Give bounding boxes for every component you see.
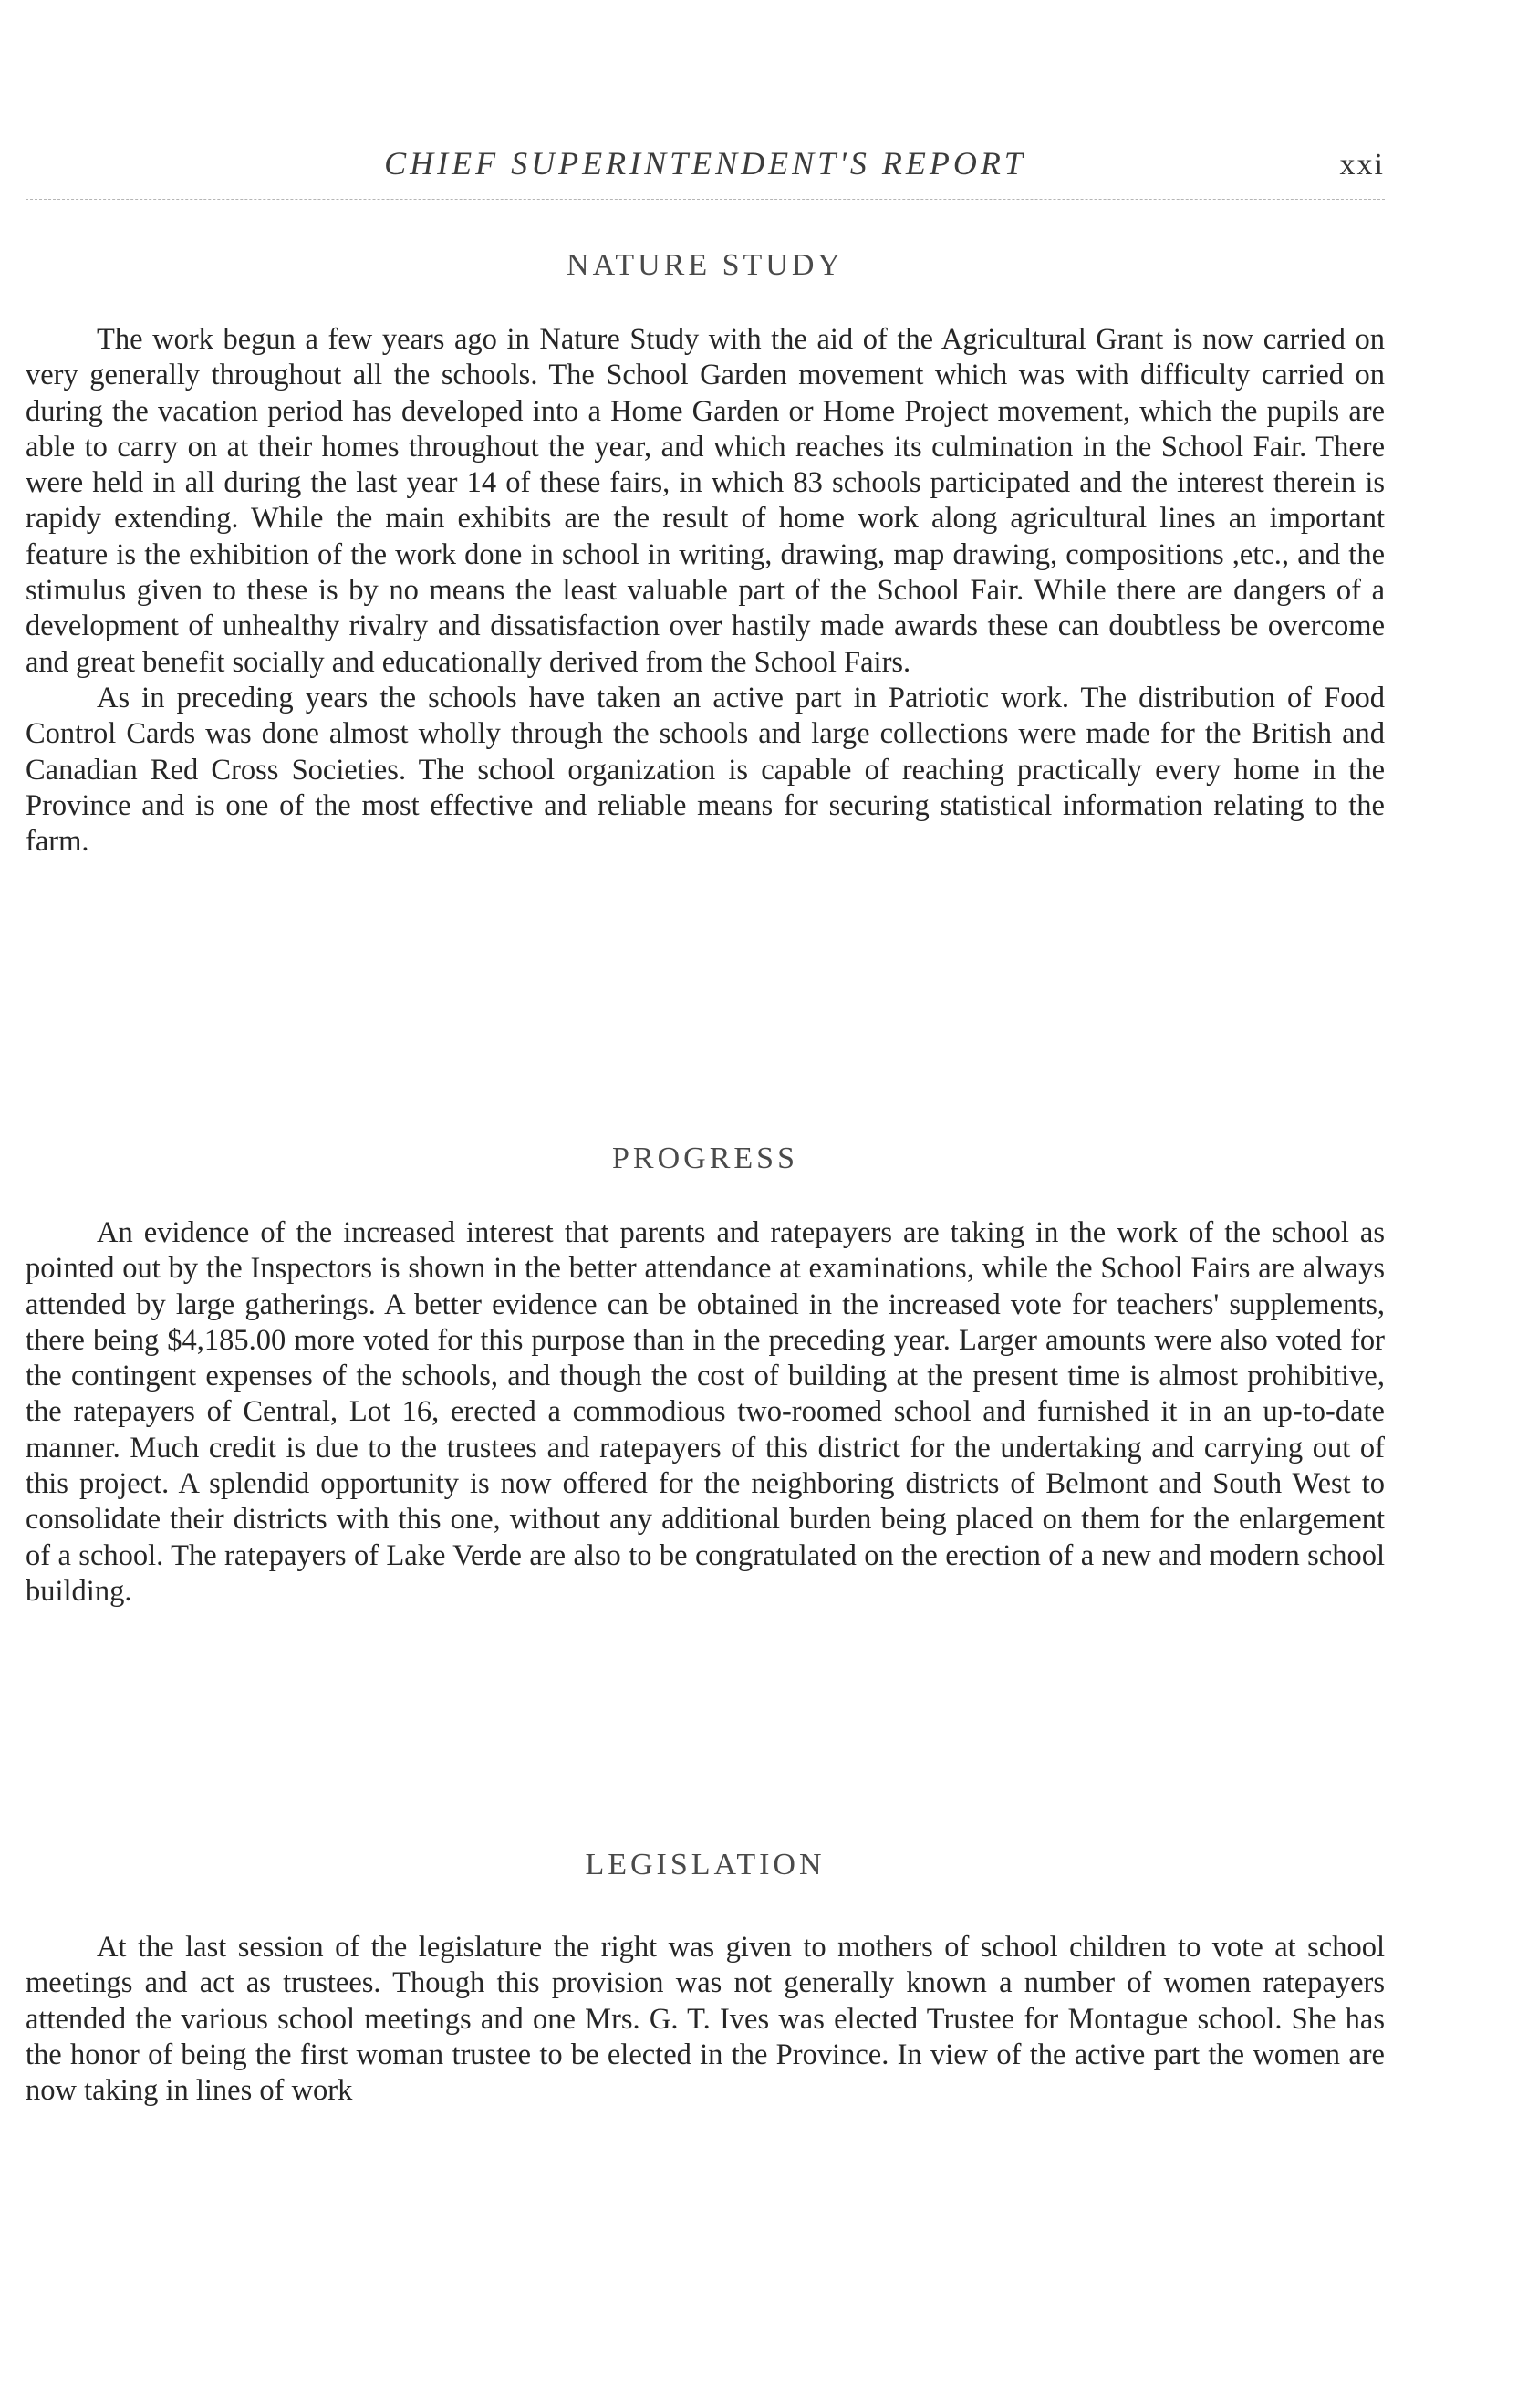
section-body-nature-study [26,322,1385,860]
paragraph: As in preceding years the schools have taken an active part in Patriotic work. The distribution of Food Control Cards was done almost wholly through the schools and large collections were made for the British and Canadian Red Cross Societies. The school organization is capable of reaching practically every home in the Province and is one of the most effective and reliable means for securing statistical information relating to the farm. [26,681,1385,859]
header-rule [26,199,1385,200]
paragraph: An evidence of the increased interest that parents and ratepayers are taking in the work of the school as pointed out by the Inspectors is shown in the better attendance at examinations, while the School Fairs are always attended by large gatherings. A better evidence can be obtained in the increased vote for teachers' supplements, there being $4,185.00 more voted for this purpose than in the preceding year. Larger amounts were also voted for the contingent expenses of the schools, and though the cost of building at the present time is almost prohibitive, the ratepayers of Central, Lot 16, erected a commodious two-roomed school and furnished it in an up-to-date manner. Much credit is due to the trustees and ratepayers of this district for the undertaking and carrying out of this project. A splendid opportunity is now offered for the neighboring districts of Belmont and South West to consolidate their districts with this one, without any additional burden being placed on them for the enlargement of a school. The ratepayers of Lake Verde are also to be congratulated on the erection of a new and modern school building. [26,1216,1385,1608]
section-heading-nature-study: NATURE STUDY [567,248,844,282]
section-heading-progress: PROGRESS [612,1141,798,1175]
section-heading-legislation: LEGISLATION [585,1848,826,1882]
section-body-progress [26,1215,1385,1610]
section-body-legislation [26,1930,1385,2109]
page-number: xxi [1339,148,1385,182]
paragraph: At the last session of the legislature the right was given to mothers of school children to vote at school meetings and act as trustees. Though this provision was not generally known a number of women ratepayers attended the various school meetings and one Mrs. G. T. Ives was elected Trustee for Montague school. She has the honor of being the first woman trustee to be elected in the Province. In view of the active part the women are now taking in lines of work [26,1931,1385,2108]
running-title: CHIEF SUPERINTENDENT'S REPORT [384,145,1026,182]
running-header [26,137,1385,192]
paragraph: The work begun a few years ago in Nature Study with the aid of the Agricultural Grant is now carried on very generally throughout all the schools. The School Garden movement which was with difficulty carried on during the vacation period has developed into a Home Garden or Home Project movement, which the pupils are able to carry on at their homes throughout the year, and which reaches its culmination in the School Fair. There were held in all during the last year 14 of these fairs, in which 83 schools participated and the interest therein is rapidy extending. While the main exhibits are the result of home work along agricultural lines an important feature is the exhibition of the work done in school in writing, drawing, map drawing, compositions ,etc., and the stimulus given to these is by no means the least valuable part of the School Fair. While there are dangers of a development of unhealthy rivalry and dissatisfaction over hastily made awards these can doubtless be overcome and great benefit socially and educationally derived from the School Fairs. [26,323,1385,679]
